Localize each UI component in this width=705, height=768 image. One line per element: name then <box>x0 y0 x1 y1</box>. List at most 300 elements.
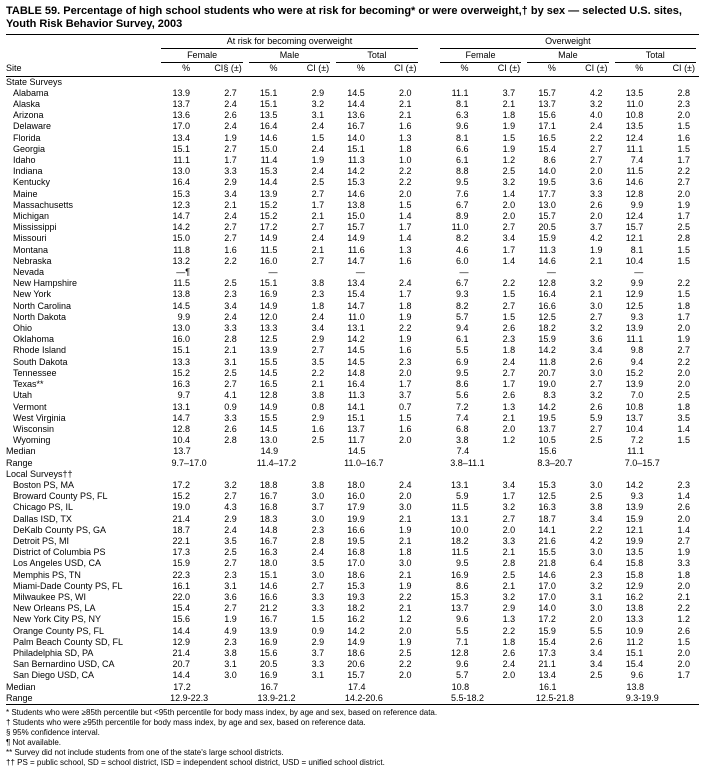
value-cell: 1.6 <box>224 244 237 255</box>
stat-row-range <box>6 458 699 469</box>
value-cell: 9.5 <box>455 177 469 188</box>
value-cell: 2.7 <box>311 222 325 233</box>
table-row <box>6 592 699 603</box>
value-cell: 18.2 <box>538 323 556 334</box>
footnote: ¶ Not available. <box>6 737 61 747</box>
value-cell: 2.3 <box>224 569 237 580</box>
value-cell: 2.4 <box>311 547 325 558</box>
value-cell: 2.1 <box>399 535 412 546</box>
value-cell: 2.9 <box>311 412 325 423</box>
site-cell: Boston PS, MA <box>13 479 75 490</box>
subheader-male-atrisk: Male <box>246 49 333 63</box>
table-row <box>6 88 699 99</box>
value-cell: Median <box>6 681 36 692</box>
value-cell: 1.8 <box>502 636 516 647</box>
value-cell: 2.4 <box>399 278 412 289</box>
value-cell: 3.5 <box>311 558 325 569</box>
value-cell: 10.4 <box>625 255 644 266</box>
value-cell: 6.1 <box>455 155 469 166</box>
value-cell: 1.9 <box>399 524 412 535</box>
site-cell: Tennessee <box>13 367 57 378</box>
value-cell: 19.0 <box>172 502 191 513</box>
value-cell: 8.1 <box>455 132 469 143</box>
value-cell: 3.3 <box>224 166 237 177</box>
value-cell: 19.5 <box>538 177 556 188</box>
value-cell: 16.4 <box>347 379 365 390</box>
value-cell: 21.1 <box>538 659 556 670</box>
value-cell: 15.0 <box>347 211 365 222</box>
value-cell: 18.6 <box>347 569 365 580</box>
value-cell <box>421 357 437 368</box>
site-cell: Memphis PS, TN <box>13 569 81 580</box>
value-cell: 2.0 <box>399 625 412 636</box>
value-cell: 2.9 <box>311 636 325 647</box>
value-cell: 15.7 <box>538 211 556 222</box>
value-cell: 1.8 <box>399 547 412 558</box>
value-cell: 2.5 <box>311 177 325 188</box>
pct-header: % <box>246 63 290 76</box>
value-cell: 16.5 <box>259 379 278 390</box>
value-cell: 2.0 <box>677 647 690 658</box>
value-cell: 14.6 <box>625 177 644 188</box>
data-table <box>6 34 699 705</box>
value-cell: 2.1 <box>224 199 237 210</box>
site-cell: Alabama <box>13 87 49 98</box>
value-cell: 16.1 <box>539 681 557 692</box>
value-cell: 15.7 <box>347 222 365 233</box>
value-cell: 15.2 <box>259 199 278 210</box>
value-cell: 2.7 <box>311 188 325 199</box>
value-cell <box>421 278 437 289</box>
value-cell: 1.3 <box>399 132 412 143</box>
value-cell: 14.7 <box>347 255 365 266</box>
value-cell: 22.3 <box>172 569 191 580</box>
value-cell: 3.3 <box>311 603 325 614</box>
value-cell: 13.3 <box>625 614 644 625</box>
table-body <box>6 76 699 704</box>
value-cell: 11.3 <box>539 244 556 255</box>
value-cell <box>421 166 437 177</box>
value-cell: 16.6 <box>259 591 278 602</box>
site-cell: West Virginia <box>13 412 66 423</box>
value-cell: 5.7 <box>455 670 469 681</box>
value-cell <box>377 267 421 278</box>
value-cell: 3.1 <box>224 356 237 367</box>
subheader-male-overweight: Male <box>524 49 611 63</box>
value-cell: 16.3 <box>259 547 278 558</box>
value-cell: 11.3 <box>347 155 365 166</box>
value-cell: 15.9 <box>538 334 556 345</box>
value-cell <box>655 267 699 278</box>
value-cell <box>421 88 437 99</box>
value-cell <box>421 211 437 222</box>
table-row <box>6 155 699 166</box>
value-cell: 3.2 <box>311 99 325 110</box>
value-cell: 16.3 <box>172 379 191 390</box>
value-cell: 15.6 <box>259 647 278 658</box>
value-cell: 15.2 <box>172 491 191 502</box>
value-cell: 14.2 <box>347 334 365 345</box>
site-cell: Milwaukee PS, WI <box>13 591 87 602</box>
value-cell: 7.1 <box>455 636 469 647</box>
value-cell <box>421 446 437 457</box>
value-cell: 15.0 <box>172 233 191 244</box>
value-cell: 16.9 <box>259 670 278 681</box>
value-cell: 17.2 <box>172 479 191 490</box>
value-cell: 2.1 <box>224 345 237 356</box>
value-cell: 15.4 <box>538 636 556 647</box>
value-cell: 1.0 <box>399 155 412 166</box>
value-cell: 14.9 <box>259 300 278 311</box>
value-cell: 3.8–11.1 <box>450 457 485 468</box>
value-cell: 13.5 <box>625 547 644 558</box>
value-cell: 14.5 <box>348 446 366 457</box>
value-cell: 2.2 <box>224 255 237 266</box>
value-cell <box>421 693 437 705</box>
value-cell: 11.5 <box>626 166 644 177</box>
value-cell: 15.1 <box>347 143 365 154</box>
value-cell: 14.8 <box>347 367 365 378</box>
table-row <box>6 110 699 121</box>
value-cell: 7.0 <box>630 390 644 401</box>
value-cell: 5.9 <box>455 491 469 502</box>
value-cell: 3.0 <box>399 558 412 569</box>
value-cell: 17.0 <box>172 121 191 132</box>
value-cell: 3.4 <box>502 479 516 490</box>
value-cell: 15.0 <box>259 143 278 154</box>
value-cell: 3.4 <box>311 323 325 334</box>
value-cell: 8.1 <box>455 99 469 110</box>
value-cell: 21.6 <box>538 535 556 546</box>
value-cell: 18.2 <box>450 535 469 546</box>
value-cell: 12.5 <box>538 491 556 502</box>
value-cell: 3.5 <box>311 356 325 367</box>
value-cell: 8.3–20.7 <box>537 457 573 468</box>
value-cell: 19.0 <box>538 379 556 390</box>
value-cell: 8.6 <box>543 155 556 166</box>
value-cell: 1.9 <box>399 636 412 647</box>
value-cell: 13.1 <box>450 479 469 490</box>
value-cell: 14.1 <box>347 401 365 412</box>
value-cell: 11.1 <box>626 334 644 345</box>
site-cell: South Dakota <box>13 356 68 367</box>
value-cell: 16.4 <box>172 177 191 188</box>
value-cell: 7.6 <box>455 188 469 199</box>
value-cell: 2.0 <box>399 670 412 681</box>
value-cell: 2.0 <box>677 659 690 670</box>
value-cell: 12.5 <box>625 300 644 311</box>
value-cell: 2.2 <box>590 524 603 535</box>
value-cell: 13.2 <box>172 255 191 266</box>
value-cell: 11.5 <box>173 278 191 289</box>
site-cell: San Bernardino USD, CA <box>13 659 115 670</box>
value-cell: 2.2 <box>590 132 603 143</box>
value-cell: 2.5 <box>311 435 325 446</box>
value-cell: 13.8 <box>347 199 365 210</box>
value-cell <box>421 570 437 581</box>
value-cell: 2.7 <box>590 311 603 322</box>
value-cell: 15.9 <box>172 558 191 569</box>
value-cell: 2.7 <box>502 222 516 233</box>
value-cell: 15.2 <box>259 211 278 222</box>
site-cell: Broward County PS, FL <box>13 491 108 502</box>
value-cell: 4.3 <box>224 502 237 513</box>
value-cell: 2.5 <box>590 670 603 681</box>
value-cell: 17.9 <box>347 502 365 513</box>
value-cell: 1.2 <box>677 614 690 625</box>
value-cell: 11.1 <box>451 87 469 98</box>
value-cell: 1.5 <box>502 311 516 322</box>
value-cell: 2.2 <box>677 356 690 367</box>
table-row <box>6 121 699 132</box>
value-cell: 16.4 <box>538 289 556 300</box>
value-cell: 1.7 <box>502 379 516 390</box>
value-cell: 11.8 <box>173 244 191 255</box>
value-cell <box>421 682 437 693</box>
value-cell: 2.1 <box>399 513 412 524</box>
value-cell <box>421 435 437 446</box>
value-cell: 2.0 <box>590 211 603 222</box>
value-cell: 16.7 <box>259 491 278 502</box>
value-cell: 2.5 <box>502 166 516 177</box>
value-cell: — <box>546 267 556 278</box>
site-cell: Massachusetts <box>13 199 74 210</box>
value-cell: 14.5 <box>259 423 278 434</box>
value-cell: 13.8 <box>172 289 191 300</box>
value-cell: 4.9 <box>224 625 237 636</box>
value-cell: 9.9 <box>177 311 191 322</box>
value-cell: 2.0 <box>502 199 516 210</box>
value-cell: 1.7 <box>399 289 412 300</box>
value-cell: 3.6 <box>590 177 603 188</box>
value-cell: 1.9 <box>590 244 603 255</box>
table-row <box>6 278 699 289</box>
table-row <box>6 491 699 502</box>
value-cell: 16.9 <box>259 289 278 300</box>
value-cell: 1.7 <box>677 155 690 166</box>
value-cell: 0.7 <box>399 401 412 412</box>
value-cell: 2.7 <box>224 558 237 569</box>
value-cell: 2.2 <box>677 278 690 289</box>
value-cell: 3.8 <box>311 390 325 401</box>
value-cell: 3.5 <box>677 412 690 423</box>
value-cell: 1.8 <box>502 345 516 356</box>
table-row <box>6 133 699 144</box>
value-cell: 6.1 <box>455 334 469 345</box>
value-cell: 9.3 <box>630 491 644 502</box>
value-cell: 1.4 <box>502 255 516 266</box>
value-cell: — <box>459 267 469 278</box>
value-cell: 16.3 <box>538 502 556 513</box>
value-cell: 1.3 <box>502 401 516 412</box>
table-row <box>6 637 699 648</box>
value-cell: 5.5 <box>455 625 469 636</box>
value-cell: 4.6 <box>455 244 469 255</box>
subheader-total-overweight: Total <box>612 49 699 63</box>
ci-header: CI (±) <box>568 63 612 76</box>
value-cell: 7.4 <box>456 446 470 457</box>
value-cell: 1.5 <box>677 289 690 300</box>
value-cell: 2.0 <box>590 166 603 177</box>
value-cell <box>421 558 437 569</box>
value-cell: 2.6 <box>677 502 690 513</box>
table-row <box>6 334 699 345</box>
value-cell: 2.5 <box>224 278 237 289</box>
value-cell: 1.6 <box>311 423 325 434</box>
value-cell: 15.3 <box>538 479 556 490</box>
table-row <box>6 323 699 334</box>
value-cell: 11.0–16.7 <box>344 457 384 468</box>
value-cell: 2.7 <box>311 255 325 266</box>
value-cell: 2.2 <box>399 659 412 670</box>
value-cell: 8.2 <box>455 300 469 311</box>
value-cell: 11.4 <box>260 155 278 166</box>
value-cell: 21.2 <box>259 603 278 614</box>
value-cell: 2.7 <box>502 513 516 524</box>
value-cell <box>421 502 437 513</box>
table-row <box>6 581 699 592</box>
value-cell: 14.5 <box>347 356 365 367</box>
value-cell: 12.8 <box>450 647 469 658</box>
value-cell: 14.9 <box>347 233 365 244</box>
value-cell: 14.2 <box>538 401 556 412</box>
value-cell: 2.5 <box>224 367 237 378</box>
value-cell <box>421 345 437 356</box>
value-cell: 17.1 <box>538 121 556 132</box>
value-cell: 3.4 <box>590 659 603 670</box>
value-cell: 3.7 <box>502 87 516 98</box>
value-cell: 14.6 <box>347 188 365 199</box>
value-cell: 2.7 <box>502 300 516 311</box>
value-cell <box>421 301 437 312</box>
value-cell: 8.1 <box>630 244 644 255</box>
value-cell: 2.0 <box>677 188 690 199</box>
value-cell: 11.5 <box>260 244 278 255</box>
value-cell: 2.0 <box>590 614 603 625</box>
ci-header: CI (±) <box>289 63 333 76</box>
site-cell: Chicago PS, IL <box>13 502 74 513</box>
value-cell: 10.4 <box>625 423 644 434</box>
value-cell: 15.4 <box>625 659 644 670</box>
value-cell: 2.9 <box>311 87 325 98</box>
pct-header: % <box>524 63 568 76</box>
value-cell <box>289 267 333 278</box>
value-cell: 17.0 <box>538 580 556 591</box>
site-cell: North Carolina <box>13 300 72 311</box>
value-cell: 2.3 <box>224 289 237 300</box>
table-row <box>6 626 699 637</box>
value-cell: 2.3 <box>677 99 690 110</box>
value-cell: 3.2 <box>590 580 603 591</box>
value-cell: 14.2 <box>347 166 365 177</box>
value-cell: 2.7 <box>677 177 690 188</box>
value-cell <box>421 334 437 345</box>
value-cell: State Surveys <box>6 76 63 87</box>
value-cell: 2.5 <box>590 435 603 446</box>
value-cell: 13.4 <box>172 132 191 143</box>
value-cell <box>421 222 437 233</box>
value-cell: 14.0 <box>538 166 556 177</box>
value-cell: 7.2 <box>630 435 644 446</box>
ci-header: CI (±) <box>377 63 421 76</box>
value-cell: 2.6 <box>677 625 690 636</box>
value-cell: 15.5 <box>259 412 278 423</box>
table-row <box>6 390 699 401</box>
value-cell: 8.6 <box>455 379 469 390</box>
value-cell <box>421 289 437 300</box>
value-cell <box>421 99 437 110</box>
value-cell <box>421 614 437 625</box>
table-row <box>6 222 699 233</box>
value-cell: 2.2 <box>502 278 516 289</box>
stat-row-range <box>6 693 699 705</box>
value-cell: 5.6 <box>455 390 469 401</box>
header-site-spacer <box>6 35 158 50</box>
value-cell <box>421 323 437 334</box>
value-cell <box>421 379 437 390</box>
value-cell: 1.7 <box>224 155 237 166</box>
value-cell: 3.7 <box>311 647 325 658</box>
value-cell: 8.6 <box>455 580 469 591</box>
value-cell: 14.2 <box>538 345 556 356</box>
value-cell: 13.4 <box>347 278 365 289</box>
value-cell: 9.6 <box>630 670 644 681</box>
value-cell: 13.9 <box>625 379 644 390</box>
table-row <box>6 659 699 670</box>
value-cell: 22.1 <box>172 535 191 546</box>
site-cell: San Diego USD, CA <box>13 670 95 681</box>
value-cell: 11.1 <box>627 446 644 457</box>
stat-row-median <box>6 682 699 693</box>
value-cell: 11.4–17.2 <box>256 457 297 468</box>
site-cell: District of Columbia PS <box>13 547 106 558</box>
value-cell: 15.6 <box>539 446 557 457</box>
value-cell: 3.1 <box>590 591 603 602</box>
value-cell: 2.3 <box>224 636 237 647</box>
value-cell: 2.4 <box>311 121 325 132</box>
value-cell: 16.8 <box>347 547 365 558</box>
value-cell: 14.5 <box>347 87 365 98</box>
footnote: † Students who were ≥95th percentile for body mass index, by age and sex, based on reference data. <box>6 717 366 727</box>
section-header-row <box>6 76 699 88</box>
pct-header: % <box>158 63 202 76</box>
value-cell: Range <box>6 693 158 705</box>
value-cell: 15.1 <box>172 345 191 356</box>
value-cell: 1.6 <box>399 345 412 356</box>
value-cell: 1.5 <box>502 132 516 143</box>
value-cell: 13.1 <box>347 323 365 334</box>
value-cell <box>202 267 246 278</box>
value-cell: —¶ <box>176 267 191 278</box>
value-cell: 17.2 <box>538 614 556 625</box>
value-cell: 2.2 <box>399 166 412 177</box>
site-cell: Nevada <box>13 267 45 278</box>
value-cell: 3.3 <box>311 659 325 670</box>
value-cell: 17.3 <box>538 647 556 658</box>
table-row <box>6 368 699 379</box>
value-cell: 16.0 <box>172 334 191 345</box>
value-cell: 12.4 <box>625 132 644 143</box>
value-cell: 3.0 <box>224 670 237 681</box>
value-cell: 14.6 <box>259 132 278 143</box>
value-cell: 15.4 <box>172 603 191 614</box>
value-cell <box>421 110 437 121</box>
value-cell: 12.9-22.3 <box>158 693 245 705</box>
value-cell: 9.6 <box>455 659 469 670</box>
value-cell: 2.0 <box>399 87 412 98</box>
value-cell: 9.3 <box>455 289 469 300</box>
value-cell: 12.5-21.8 <box>524 693 611 705</box>
